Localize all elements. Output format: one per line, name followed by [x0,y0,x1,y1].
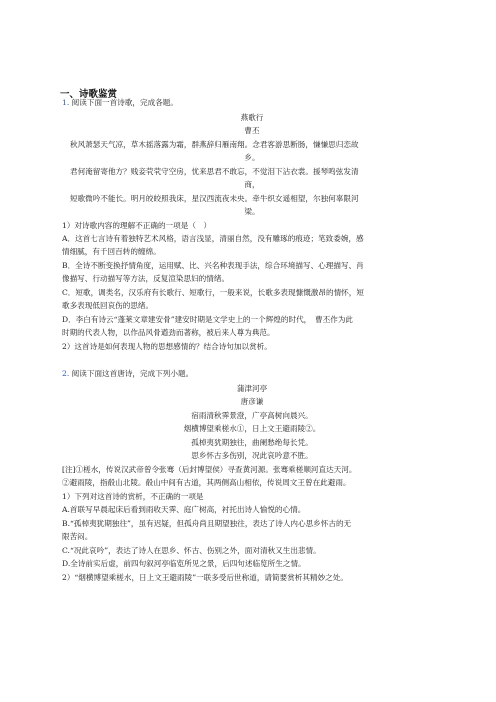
q2-option-b-cont: 限苦闷。 [62,532,93,541]
q1-number: 1. [62,98,70,107]
q1-poem-title: 燕歌行 [240,113,264,122]
q2-option-a: A.首联写早晨起床后看到雨收天霁、庭广树高，衬托出诗人愉悦的心情。 [62,505,306,514]
q1-option-c: C．短歌，调类名，汉乐府有长歌行、短歌行，一般来说，长歌多表现慷慨激昂的情怀，短 [62,288,364,297]
section-title: 一、诗歌鉴赏 [60,89,118,100]
q2-option-b: B.“孤棹夷犹期独往”，虽有迟疑，但孤舟尚且期望独往，表达了诗人内心思乡怀古的无 [62,519,352,528]
q2-note: [注]①槎水，传说汉武帝曾令张骞（后封博望侯）寻查黄河源。张骞乘槎顺河直达天河。 [62,465,357,474]
q1-poem-line: 短歌微吟不能长。明月皎皎照我床，星汉西流夜未央。牵牛织女遥相望，尔独何辜限河 [70,194,359,203]
q2-note: ②避雨陵，指殽山北陵。殽山中间有古道，其两侧高山相依，传说周文王曾在此避雨。 [62,478,351,487]
q2-poem-line: 宿雨清秋霁景澄，广亭高树向晨兴。 [191,411,313,420]
q1-option-b-cont: 像描写、行动描写等方法，反复渲染思妇的情绪。 [62,274,230,283]
q1-subquestion-2: 2）这首诗是如何表现人物的思想感情的？结合诗句加以赏析。 [62,342,272,351]
q1-option-b: B．全诗不断变换抒情角度，运用赋、比、兴名种表现手法，综合环境描写、心理描写、肖 [62,261,364,270]
q1-intro: 阅读下面一首诗歌，完成各题。 [71,98,178,107]
q2-poem-title: 蒲津河亭 [236,384,268,393]
q1-poem-line: 秋风萧瑟天气凉，草木摇落露为霜，群燕辞归雁南翔。念君客游思断肠，慊慊思归恋故 [70,140,359,149]
q1-intro-line [62,98,442,108]
q2-poem-line: 思乡怀古多伤别，况此哀吟意不胜。 [191,451,313,460]
q1-poem-author: 曹丕 [244,126,260,135]
q1-poem-line: 梁。 [244,207,260,216]
q2-poem-line: 孤棹夷犹期独往，曲阑愁绝每长凭。 [191,438,313,447]
q2-poem-line: 烟横博望乘槎水①，日上文王避雨陵②。 [183,424,321,433]
q1-poem-line: 君何淹留寄他方？贱妾茕茕守空房，忧来思君不敢忘，不觉泪下沾衣裳。援琴鸣弦发清 [70,167,359,176]
q1-subquestion-1: 1）对诗歌内容的理解不正确的一项是（ ） [62,221,212,230]
q1-option-d-cont: 时期的代表人物，以作品风骨遒劲而著称，被后来人尊为典范。 [62,328,275,337]
q1-option-c-cont: 歌多表现低回哀伤的思绪。 [62,301,154,310]
q2-poem-author: 唐彦谦 [240,397,264,406]
q2-number: 2. [62,369,70,378]
q2-intro: 阅读下面这首唐诗，完成下列小题。 [71,369,194,378]
q1-option-a-cont: 情细腻，有千回百转的缠绵。 [62,247,161,256]
q2-intro-line [62,369,442,379]
q2-subquestion-2: 2）“烟横博望乘槎水，日上文王避雨陵”一联多受后世称道，请简要赏析其精妙之处。 [62,573,348,582]
q1-poem-line: 商， [244,180,260,189]
q1-option-d: D．李白有诗云“蓬莱文章建安骨”建安时期是文学史上的一个辉煌的时代， 曹丕作为此 [62,315,354,324]
q2-option-c: C.“况此哀吟”，表达了诗人在思乡、怀古、伤别之外，面对清秋又生出悲情。 [62,546,321,555]
q2-subquestion-1: 1）下列对这首诗的赏析，不正确的一项是 [62,492,204,501]
q2-option-d: D.全诗前实后虚，前四句叙河亭临览所见之景，后四句述临览所生之情。 [62,559,306,568]
q1-option-a: A．这首七言诗有着独特艺术风格，语言浅显，清丽自然，没有雕琢的痕迹；笔致委婉，感 [62,234,364,243]
q1-poem-line: 乡。 [244,153,260,162]
